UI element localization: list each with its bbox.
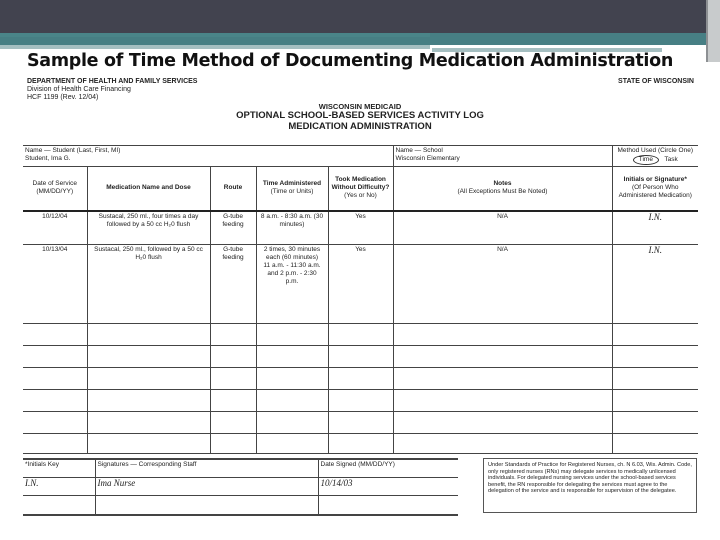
student-value: Student, Ima G. (25, 155, 71, 162)
key-header-initials: *Initials Key (23, 459, 95, 477)
key-date: 10/14/03 (318, 477, 458, 495)
row-date: 10/12/04 (23, 211, 87, 245)
method-task-option[interactable]: Task (664, 156, 678, 163)
initials-key-table (23, 458, 458, 516)
header-took (328, 167, 393, 211)
key-header-signatures: Signatures — Corresponding Staff (95, 459, 318, 477)
form-number: HCF 1199 (Rev. 12/04) (27, 94, 99, 101)
row-initials: I.N. (612, 211, 698, 245)
key-header-date: Date Signed (MM/DD/YY) (318, 459, 458, 477)
form-title-1: WISCONSIN MEDICAID (318, 102, 402, 111)
header-route: Route (210, 167, 256, 211)
header-bar (0, 0, 706, 33)
empty-row (23, 324, 698, 346)
table-row (23, 245, 698, 324)
header-notes-sub: (All Exceptions Must Be Noted) (457, 188, 548, 196)
row-notes: N/A (393, 245, 612, 324)
header-medication: Medication Name and Dose (87, 167, 210, 211)
slide-title: Sample of Time Method of Documenting Medication Administration (27, 51, 674, 71)
student-label: Name — Student (Last, First, MI) (25, 147, 121, 154)
header-initials-title: Initials or Signature* (623, 176, 687, 184)
header-initials (612, 167, 698, 211)
empty-row (23, 390, 698, 412)
column-headers (23, 167, 698, 211)
header-stripe (0, 33, 430, 37)
key-name: Ima Nurse (95, 477, 318, 495)
row-route: G-tube feeding (210, 211, 256, 245)
header-time (256, 167, 328, 211)
header-took-title: Took Medication Without Difficulty? (331, 176, 390, 192)
student-name-field[interactable] (23, 146, 393, 167)
header-edge (706, 0, 720, 62)
row-notes: N/A (393, 211, 612, 245)
school-label: Name — School (395, 147, 443, 154)
row-route: G-tube feeding (210, 245, 256, 324)
header-stripe (0, 45, 430, 49)
table-row (23, 211, 698, 245)
school-name-field[interactable] (393, 146, 612, 167)
header-initials-sub: (Of Person Who Administered Medication) (618, 184, 692, 200)
row-date: 10/13/04 (23, 245, 87, 324)
header-notes (393, 167, 612, 211)
empty-row (23, 346, 698, 368)
empty-row (23, 434, 698, 454)
header-date: Date of Service (MM/DD/YY) (23, 167, 87, 211)
header-time-title: Time Administered (262, 180, 322, 188)
division: Division of Health Care Financing (27, 86, 131, 93)
activity-log-table (23, 145, 698, 454)
header-notes-title: Notes (493, 180, 512, 188)
department: DEPARTMENT OF HEALTH AND FAMILY SERVICES (27, 78, 198, 85)
key-initials: I.N. (23, 477, 95, 495)
empty-row (23, 368, 698, 390)
header-took-sub: (Yes or No) (344, 192, 377, 200)
empty-row (23, 412, 698, 434)
school-value: Wisconsin Elementary (395, 155, 460, 162)
row-time: 2 times, 30 minutes each (60 minutes) 11 a.m. - 11:30 a.m. and 2 p.m. - 2:30 p.m. (256, 245, 328, 324)
row-medication: Sustacal, 250 ml., followed by a 50 cc H₂0 flush (87, 245, 210, 324)
method-time-option[interactable]: Time (633, 155, 659, 165)
row-took: Yes (328, 245, 393, 324)
form-title-2: OPTIONAL SCHOOL-BASED SERVICES ACTIVITY LOG (236, 110, 484, 121)
method-field (612, 146, 698, 167)
form-title-3: MEDICATION ADMINISTRATION (288, 121, 432, 132)
method-label: Method Used (Circle One) (617, 147, 693, 154)
row-time: 8 a.m. - 8:30 a.m. (30 minutes) (256, 211, 328, 245)
row-initials: I.N. (612, 245, 698, 324)
row-medication: Sustacal, 250 ml., four times a day followed by a 50 cc H₂0 flush (87, 211, 210, 245)
header-time-sub: (Time or Units) (270, 188, 314, 196)
row-took: Yes (328, 211, 393, 245)
delegation-notice: Under Standards of Practice for Registered Nurses, ch. N 6.03, Wis. Admin. Code, only registered nurses (RNs) may delegate services to medically unlicensed individuals. For delegated nursing services under the school-based services benefit, the RN responsible for delegating the services must agree to the delegation of the service and is responsible for supervision of the delegatee. (483, 458, 697, 513)
state: STATE OF WISCONSIN (618, 78, 694, 85)
